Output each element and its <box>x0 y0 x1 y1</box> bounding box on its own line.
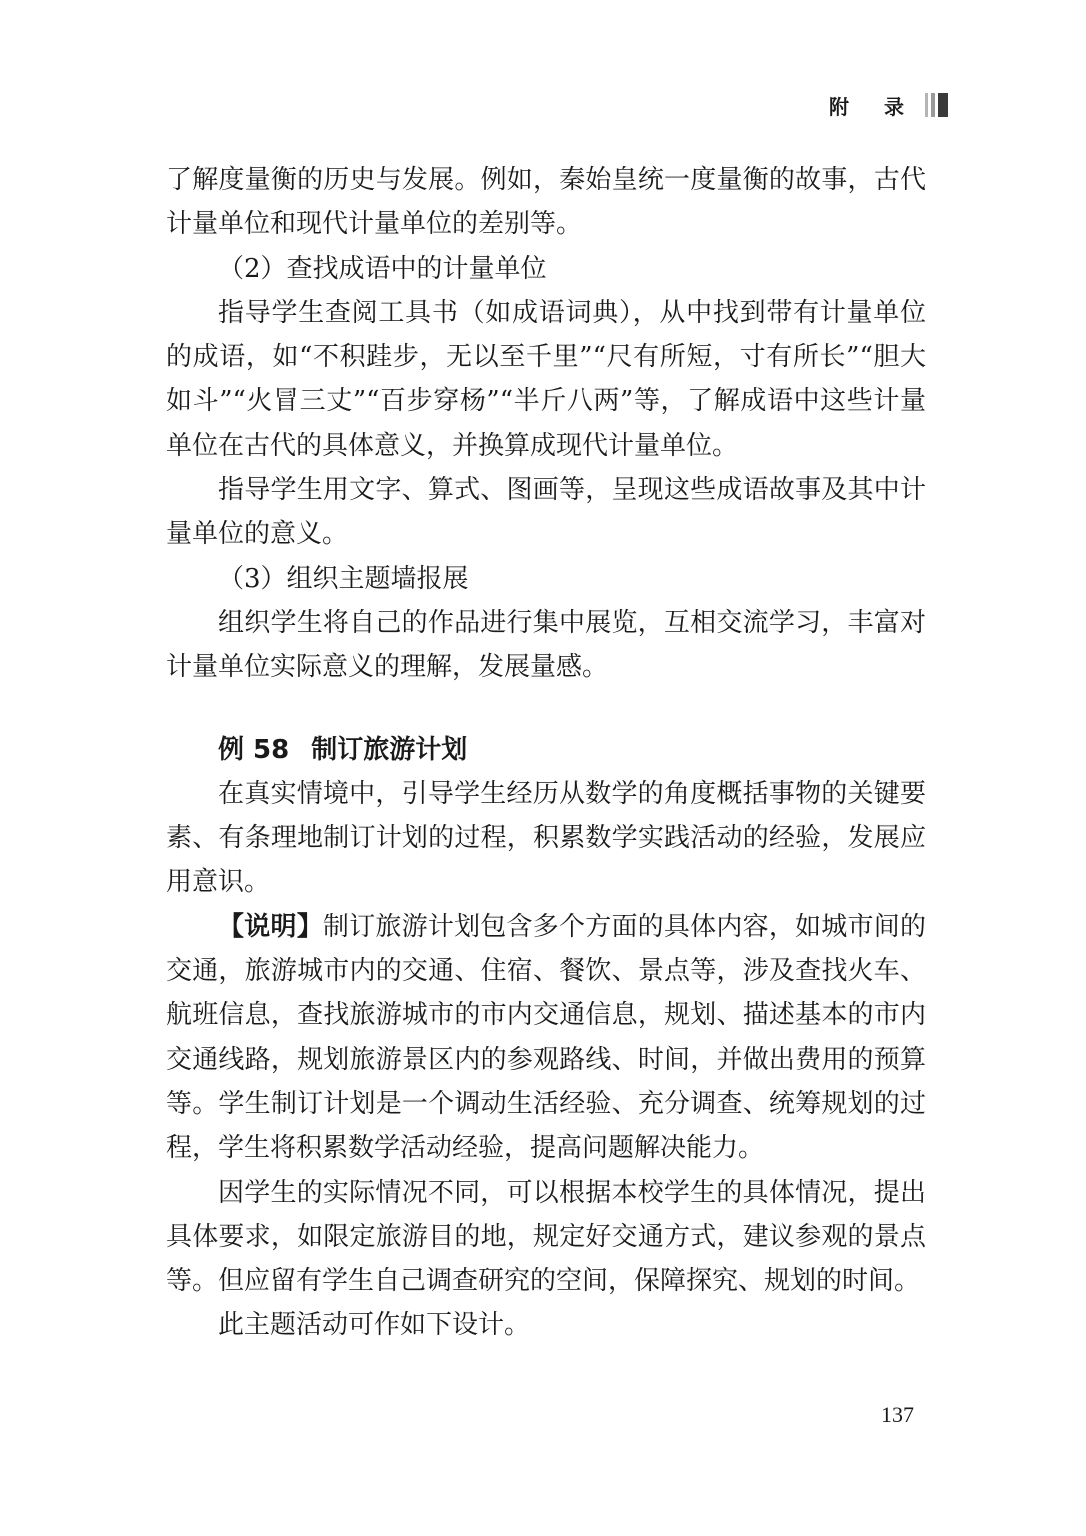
example-heading <box>166 728 926 772</box>
ornament-bar <box>938 93 948 117</box>
running-head-bars-ornament <box>922 93 948 117</box>
paragraph-continued: 了解度量衡的历史与发展。例如，秦始皇统一度量衡的故事，古代计量单位和现代计量单位的差别等。 <box>166 165 926 240</box>
paragraph: 指导学生查阅工具书（如成语词典），从中找到带有计量单位的成语，如“不积跬步，无以至千里”“尺有所短，寸有所长”“胆大如斗”“火冒三丈”“百步穿杨”“半斤八两”等，了解成语中这些计量单位在古代的具体意义，并换算成现代计量单位。 <box>166 297 926 461</box>
page-number: 137 <box>881 1402 914 1427</box>
ornament-bar <box>931 93 935 117</box>
paragraph: 因学生的实际情况不同，可以根据本校学生的具体情况，提出具体要求，如限定旅游目的地，规定好交通方式，建议参观的景点等。但应留有学生自己调查研究的空间，保障探究、规划的时间。 <box>166 1177 926 1297</box>
paragraph: 指导学生用文字、算式、图画等，呈现这些成语故事及其中计量单位的意义。 <box>166 475 926 550</box>
paragraph: 此主题活动可作如下设计。 <box>218 1310 531 1341</box>
body-text <box>166 158 926 1348</box>
paragraph: 在真实情境中，引导学生经历从数学的角度概括事物的关键要素、有条理地制订计划的过程，积累数学实践活动的经验，发展应用意识。 <box>166 778 926 898</box>
note-paragraph <box>166 905 926 1171</box>
note-label: 【说明】 <box>218 911 323 942</box>
running-head <box>829 88 948 122</box>
running-head-title: 附 录 <box>829 94 918 119</box>
ornament-bar <box>925 93 928 117</box>
paragraph: 组织学生将自己的作品进行集中展览，互相交流学习，丰富对计量单位实际意义的理解，发展量感。 <box>166 607 926 683</box>
subheading-2: （2）查找成语中的计量单位 <box>218 253 547 284</box>
example-number: 例 58 <box>218 734 290 765</box>
note-text: 制订旅游计划包含多个方面的具体内容，如城市间的交通，旅游城市内的交通、住宿、餐饮、景点等，涉及查找火车、航班信息，查找旅游城市的市内交通信息，规划、描述基本的市内交通线路，规划旅游景区内的参观路线、时间，并做出费用的预算等。学生制订计划是一个调动生活经验、充分调查、统筹规划的过程，学生将积累数学活动经验，提高问题解决能力。 <box>166 911 926 1164</box>
example-title: 制订旅游计划 <box>311 734 468 765</box>
subheading-3: （3）组织主题墙报展 <box>218 563 469 594</box>
